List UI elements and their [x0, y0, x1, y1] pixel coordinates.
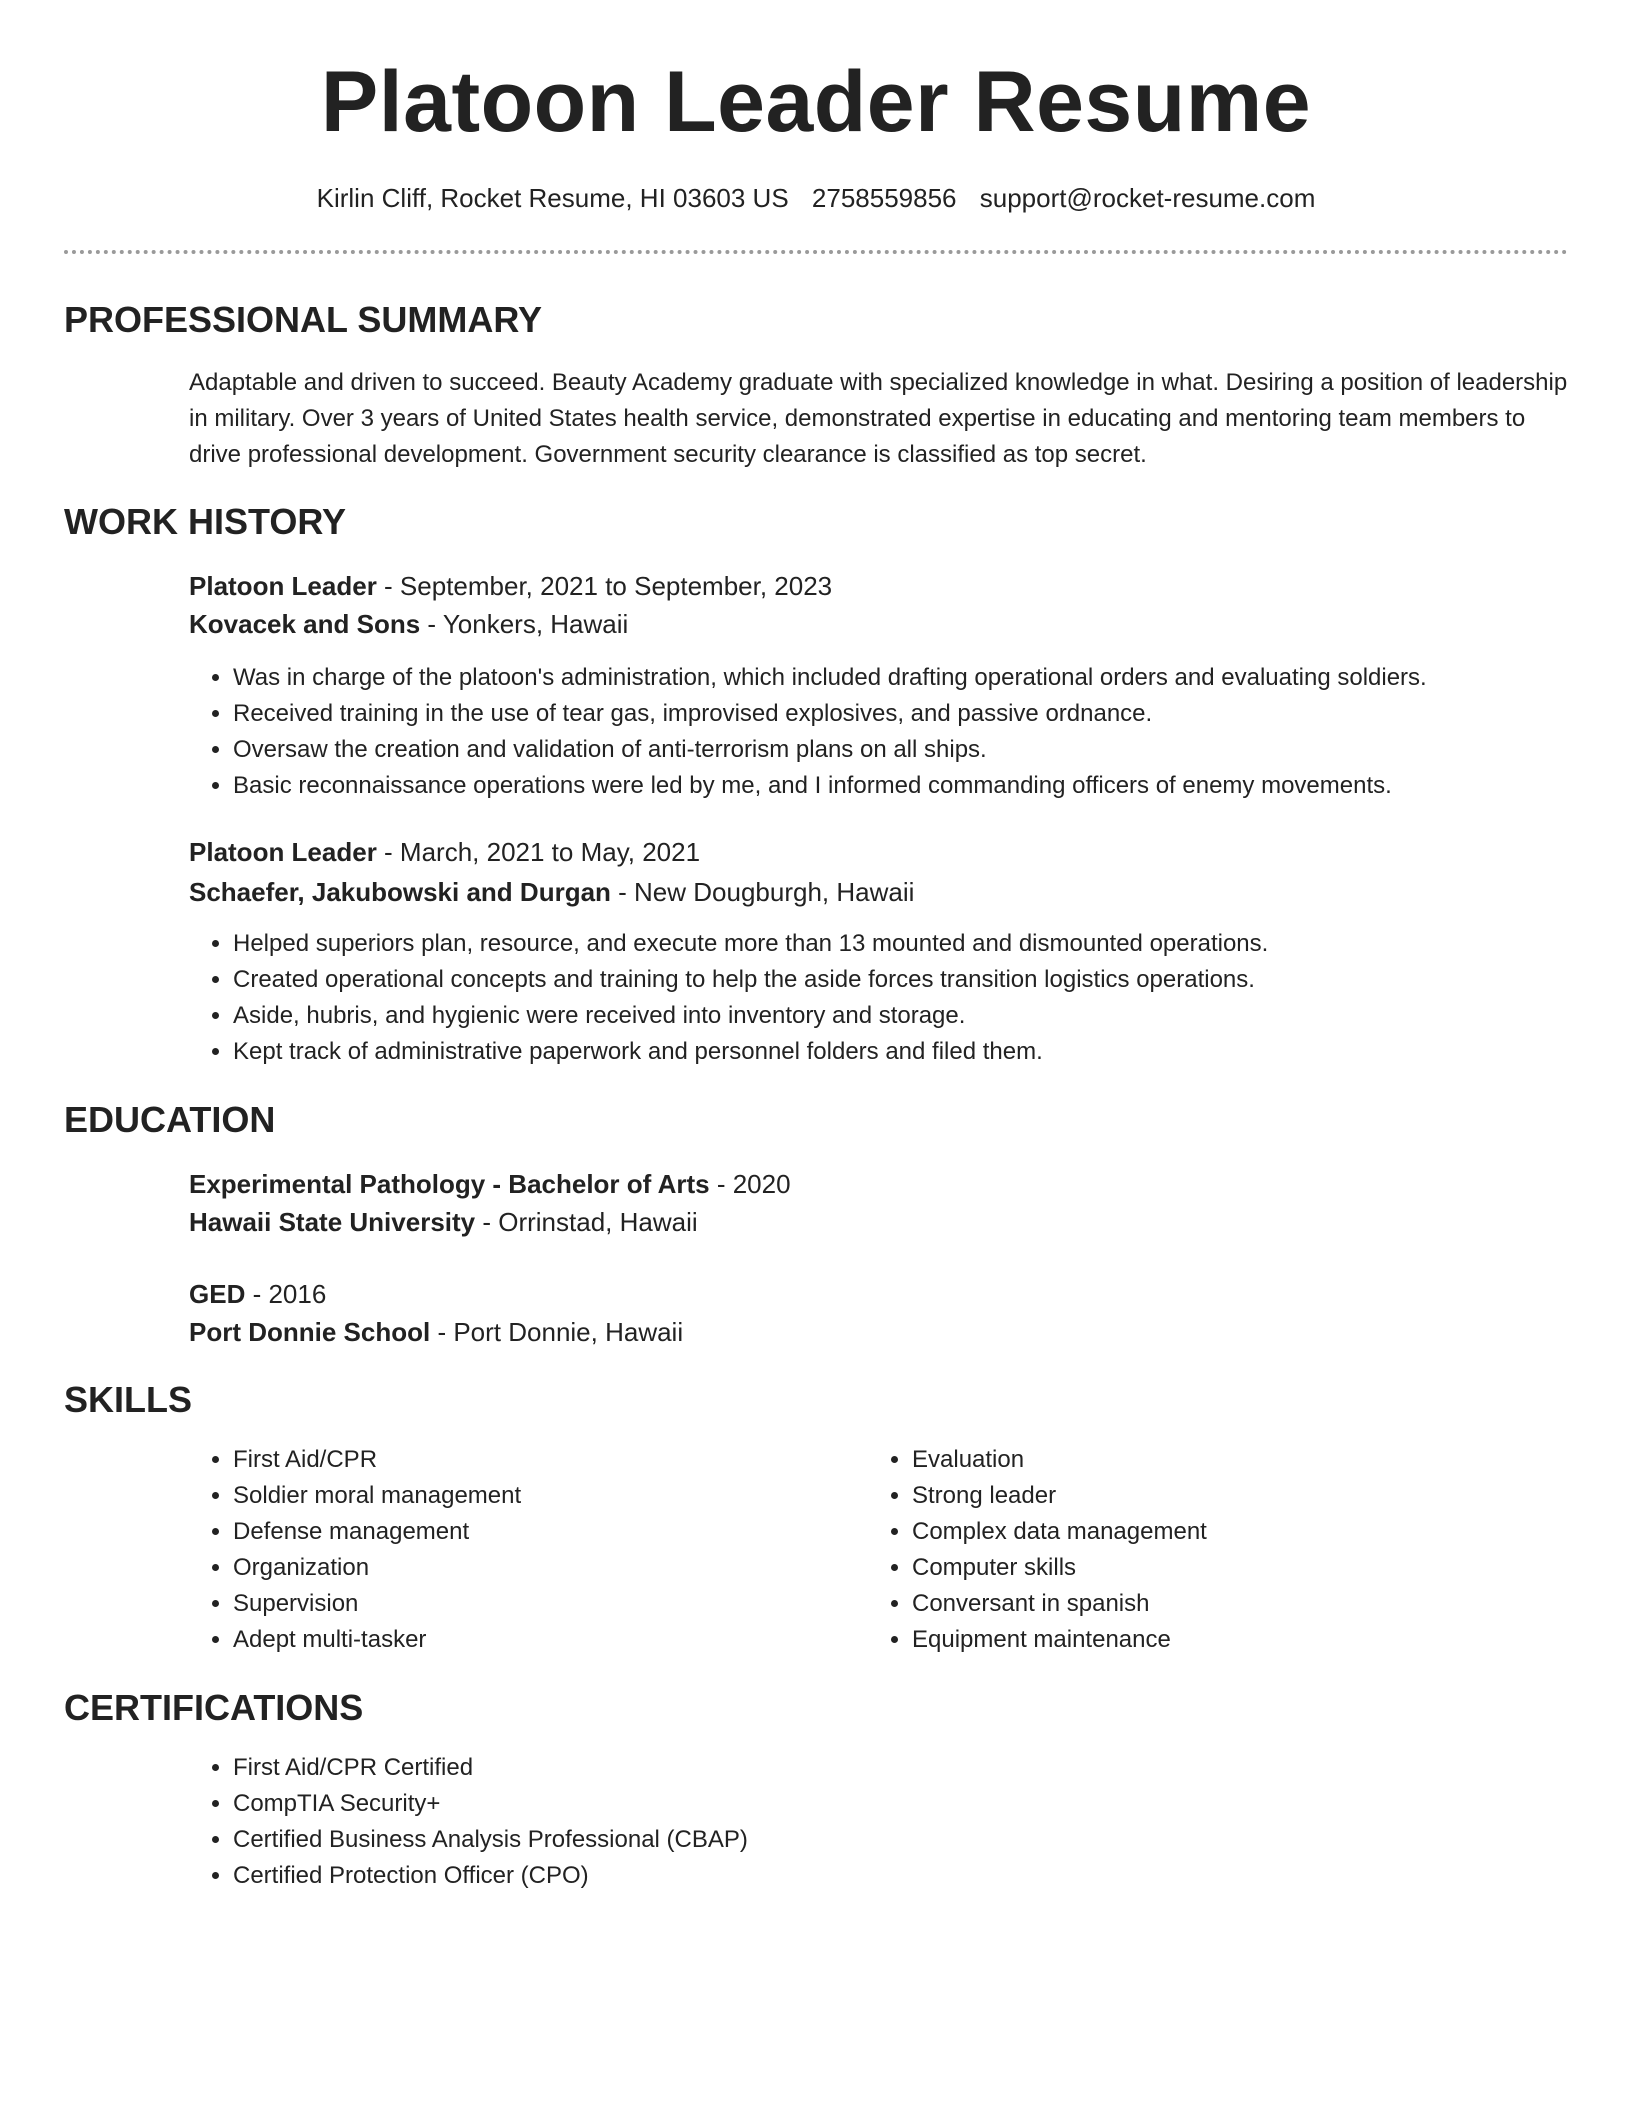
list-item: • Soldier moral management [233, 1478, 521, 1514]
job-title-line [189, 568, 832, 604]
job-location: - Yonkers, Hawaii [420, 609, 629, 639]
list-item: • CompTIA Security+ [233, 1786, 748, 1822]
header-divider [64, 250, 1568, 254]
job-company: Kovacek and Sons [189, 609, 421, 639]
list-item: • Equipment maintenance [912, 1622, 1207, 1658]
list-item: • Evaluation [912, 1442, 1207, 1478]
skills-list-right [868, 1442, 1207, 1658]
job-dates: - September, 2021 to September, 2023 [376, 571, 833, 601]
job-location: - New Dougburgh, Hawaii [610, 877, 915, 907]
list-item: • Organization [233, 1550, 521, 1586]
list-item: • Supervision [233, 1586, 521, 1622]
job-title-line [189, 834, 700, 870]
list-item: • Basic reconnaissance operations were led by me, and I informed commanding officers of enemy movements. [233, 768, 1427, 804]
education-degree: Experimental Pathology - Bachelor of Arts [189, 1169, 710, 1199]
certifications-list [189, 1750, 748, 1894]
job-bullets [189, 660, 1427, 804]
education-year: - 2020 [709, 1169, 791, 1199]
education-school-line [189, 1314, 683, 1350]
education-year: - 2016 [245, 1279, 327, 1309]
contact-phone: 2758559856 [811, 183, 957, 213]
list-item: • Complex data management [912, 1514, 1207, 1550]
job-title: Platoon Leader [189, 837, 377, 867]
list-item: • Aside, hubris, and hygienic were received into inventory and storage. [233, 998, 1268, 1034]
education-heading: EDUCATION [64, 1099, 276, 1140]
education-location: - Orrinstad, Hawaii [475, 1207, 698, 1237]
list-item: • Helped superiors plan, resource, and execute more than 13 mounted and dismounted operations. [233, 926, 1268, 962]
job-bullets [189, 926, 1268, 1070]
job-company: Schaefer, Jakubowski and Durgan [189, 877, 611, 907]
skills-list-left [189, 1442, 521, 1658]
job-dates: - March, 2021 to May, 2021 [376, 837, 701, 867]
list-item: • Strong leader [912, 1478, 1207, 1514]
list-item: • Created operational concepts and training to help the aside forces transition logistics operations. [233, 962, 1268, 998]
resume-title: Platoon Leader Resume [320, 54, 1312, 150]
list-item: • Conversant in spanish [912, 1586, 1207, 1622]
certifications-heading: CERTIFICATIONS [64, 1687, 364, 1728]
education-degree-line [189, 1276, 326, 1312]
list-item: • Computer skills [912, 1550, 1207, 1586]
job-title: Platoon Leader [189, 571, 377, 601]
list-item: • Defense management [233, 1514, 521, 1550]
work-history-heading: WORK HISTORY [64, 501, 347, 542]
education-degree: GED [189, 1279, 246, 1309]
list-item: • Received training in the use of tear gas, improvised explosives, and passive ordnance. [233, 696, 1427, 732]
job-company-line [189, 606, 628, 642]
summary-text: Adaptable and driven to succeed. Beauty Academy graduate with specialized knowledge in what. Desiring a position of leadership in military. Over 3 years of United States health service, demonstrated expertise in educating and mentoring team members to drive professional development. Government security clearance is classified as top secret. [189, 369, 1568, 468]
job-company-line [189, 874, 914, 910]
education-school-line [189, 1204, 698, 1240]
contact-line [0, 180, 1632, 216]
education-degree-line [189, 1166, 791, 1202]
contact-email: support@rocket-resume.com [979, 183, 1316, 213]
education-school: Port Donnie School [189, 1317, 431, 1347]
education-school: Hawaii State University [189, 1207, 476, 1237]
list-item: • Oversaw the creation and validation of anti-terrorism plans on all ships. [233, 732, 1427, 768]
list-item: • Adept multi-tasker [233, 1622, 521, 1658]
list-item: • Certified Protection Officer (CPO) [233, 1858, 748, 1894]
summary-heading: PROFESSIONAL SUMMARY [64, 299, 543, 340]
list-item: • First Aid/CPR [233, 1442, 521, 1478]
list-item: • First Aid/CPR Certified [233, 1750, 748, 1786]
list-item: • Was in charge of the platoon's administration, which included drafting operational orders and evaluating soldiers. [233, 660, 1427, 696]
contact-address: Kirlin Cliff, Rocket Resume, HI 03603 US [316, 183, 789, 213]
skills-heading: SKILLS [64, 1379, 193, 1420]
education-location: - Port Donnie, Hawaii [430, 1317, 684, 1347]
list-item: • Certified Business Analysis Professional (CBAP) [233, 1822, 748, 1858]
list-item: • Kept track of administrative paperwork and personnel folders and filed them. [233, 1034, 1268, 1070]
